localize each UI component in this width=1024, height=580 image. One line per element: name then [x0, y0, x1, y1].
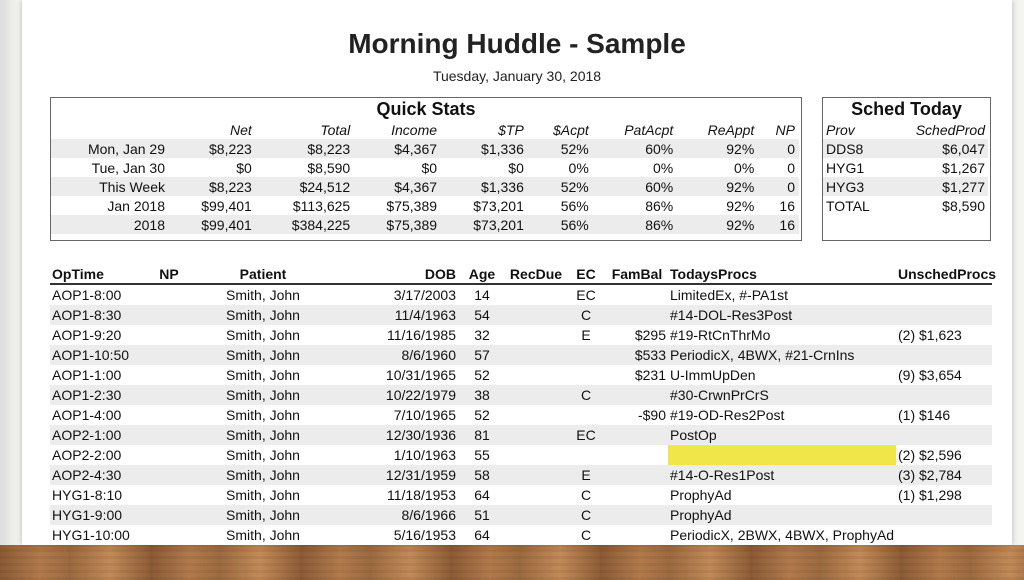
schedule-col-header: Patient: [188, 264, 338, 284]
quick-stats-heading: Quick Stats: [376, 99, 476, 119]
schedule-cell: [150, 445, 188, 465]
schedule-cell: [506, 445, 566, 465]
schedule-cell: Smith, John: [188, 305, 338, 325]
stat-cell: 0: [787, 159, 795, 176]
schedule-cell: AOP2-2:00: [52, 447, 122, 463]
schedule-cell: (3) $2,784: [896, 465, 992, 485]
quick-stats-col-header: $Acpt: [552, 121, 589, 138]
schedule-cell: [606, 425, 668, 445]
schedule-cell: [150, 345, 188, 365]
schedule-cell: #30-CrwnPrCrS: [668, 385, 896, 405]
schedule-cell: [506, 365, 566, 385]
schedule-cell: Smith, John: [188, 505, 338, 525]
schedule-cell: 10/31/1965: [385, 367, 456, 383]
table-row: [50, 305, 992, 325]
schedule-cell: [606, 505, 668, 525]
table-row: [51, 158, 799, 177]
provider-cell: HYG1: [826, 159, 865, 176]
schedule-cell: [566, 445, 606, 465]
schedule-cell: Smith, John: [188, 345, 338, 365]
stat-cell: 86%: [593, 215, 677, 234]
stat-cell: 0%: [653, 159, 674, 176]
stat-cell: 92%: [677, 215, 758, 234]
schedule-cell: [896, 385, 992, 405]
table-row: [51, 215, 799, 234]
schedule-cell: [606, 485, 668, 505]
schedule-cell: [150, 525, 188, 545]
table-row: [50, 325, 992, 345]
schedule-cell: [896, 284, 992, 305]
quick-stats-col-header: Total: [320, 121, 351, 138]
schedule-col-header: DOB: [338, 264, 458, 284]
schedule-cell: [150, 325, 188, 345]
schedule-cell: $231: [634, 367, 666, 383]
schedule-cell: [506, 305, 566, 325]
schedule-cell: [150, 385, 188, 405]
schedule-cell: 52: [474, 367, 490, 383]
schedule-cell: [506, 525, 566, 545]
schedule-cell: HYG1-9:00: [50, 505, 150, 525]
stat-cell: 60%: [593, 177, 677, 196]
schedule-cell: $533: [606, 345, 668, 365]
schedule-cell: 57: [458, 345, 506, 365]
table-row: [50, 284, 992, 305]
quick-stats-col-header: ReAppt: [707, 121, 755, 138]
schedule-cell: [506, 425, 566, 445]
schedule-cell: 12/30/1936: [338, 425, 458, 445]
stat-cell: 52%: [528, 177, 593, 196]
schedule-cell: 54: [458, 305, 506, 325]
stat-cell: 92%: [677, 177, 758, 196]
stat-cell: 56%: [528, 215, 593, 234]
stat-cell: 16: [779, 197, 795, 214]
page-title: Morning Huddle - Sample: [348, 28, 686, 59]
stat-cell: 52%: [528, 139, 593, 158]
schedule-cell: PeriodicX, 2BWX, 4BWX, ProphyAd: [670, 527, 895, 543]
schedule-cell: 64: [474, 487, 490, 503]
schedule-cell: [506, 345, 566, 365]
schedule-cell: 64: [474, 527, 490, 543]
row-label: This Week: [51, 177, 169, 196]
schedule-cell: Smith, John: [226, 407, 300, 423]
sched-today-box: [822, 97, 991, 241]
wood-floor: [0, 545, 1024, 580]
schedule-cell: [606, 525, 668, 545]
stat-cell: 56%: [560, 197, 589, 214]
quick-stats-col-header: Income: [391, 121, 438, 138]
sched-today-table: [823, 120, 988, 215]
table-row: [823, 158, 988, 177]
schedule-cell: U-ImmUpDen: [670, 367, 756, 383]
quick-stats-box: [50, 97, 802, 241]
stat-cell: $75,389: [386, 197, 438, 214]
stat-cell: $0: [236, 159, 252, 176]
schedule-cell: E: [566, 465, 606, 485]
schedule-cell: C: [566, 305, 606, 325]
schedule-cell: 8/6/1960: [338, 345, 458, 365]
sched-prod-cell: $8,590: [942, 197, 985, 214]
table-row: [50, 445, 992, 465]
stat-cell: 92%: [726, 197, 755, 214]
schedule-cell: 8/6/1966: [338, 505, 458, 525]
schedule-cell: E: [581, 327, 591, 343]
schedule-cell: AOP1-4:00: [52, 407, 122, 423]
schedule-cell: Smith, John: [188, 465, 338, 485]
schedule-cell: Smith, John: [226, 527, 300, 543]
schedule-cell: 14: [474, 287, 490, 303]
stat-cell: $1,336: [441, 139, 528, 158]
schedule-cell: C: [566, 505, 606, 525]
table-row: [823, 196, 988, 215]
schedule-cell: ProphyAd: [668, 505, 896, 525]
schedule-col-header: Age: [458, 264, 506, 284]
stat-cell: $99,401: [201, 197, 252, 214]
schedule-cell: [150, 425, 188, 445]
schedule-cell: 81: [458, 425, 506, 445]
stat-cell: $0: [421, 159, 438, 176]
schedule-cell: [150, 485, 188, 505]
schedule-cell: #14-DOL-Res3Post: [668, 305, 896, 325]
stat-cell: $73,201: [441, 215, 528, 234]
schedule-cell: [150, 365, 188, 385]
schedule-cell: C: [566, 385, 606, 405]
row-label: Tue, Jan 30: [91, 159, 165, 176]
stat-cell: 0%: [568, 159, 589, 176]
sched-today-col-header: Prov: [826, 121, 855, 138]
wall-edge: [0, 0, 20, 580]
schedule-cell: 5/16/1953: [393, 527, 456, 543]
schedule-cell: [506, 405, 566, 425]
schedule-cell: 55: [474, 447, 490, 463]
schedule-cell: [506, 465, 566, 485]
schedule-cell: AOP1-8:30: [50, 305, 150, 325]
stat-cell: $73,201: [473, 197, 524, 214]
stat-cell: $24,512: [256, 177, 354, 196]
schedule-cell: [150, 284, 188, 305]
schedule-cell: [506, 485, 566, 505]
table-row: [50, 485, 992, 505]
schedule-cell: [150, 465, 188, 485]
schedule-cell: 58: [458, 465, 506, 485]
schedule-cell: [606, 445, 668, 465]
table-row: [51, 196, 799, 215]
schedule-cell: Smith, John: [226, 487, 300, 503]
table-row: [50, 505, 992, 525]
provider-cell: TOTAL: [826, 197, 870, 214]
schedule-cell: C: [580, 487, 592, 503]
stat-cell: 86%: [645, 197, 674, 214]
sched-prod-cell: $6,047: [889, 139, 988, 158]
schedule-cell: [566, 405, 606, 425]
schedule-cell: Smith, John: [226, 327, 300, 343]
schedule-cell: Smith, John: [226, 287, 300, 303]
schedule-cell: AOP2-1:00: [50, 425, 150, 445]
stat-cell: 16: [758, 215, 799, 234]
schedule-cell: [506, 385, 566, 405]
quick-stats-col-header: Net: [230, 121, 252, 138]
provider-cell: HYG3: [823, 177, 889, 196]
schedule-cell: ProphyAd: [670, 487, 732, 503]
schedule-cell: AOP1-8:00: [52, 287, 122, 303]
table-row: [51, 139, 799, 158]
schedule-cell: $295: [634, 327, 666, 343]
schedule-cell: [150, 505, 188, 525]
row-label: 2018: [51, 215, 169, 234]
schedule-cell: 7/10/1965: [393, 407, 456, 423]
stat-cell: 0: [758, 177, 799, 196]
stat-cell: 92%: [677, 139, 758, 158]
schedule-cell: 51: [458, 505, 506, 525]
schedule-cell: HYG1-8:10: [52, 487, 123, 503]
schedule-cell: [606, 284, 668, 305]
schedule-cell: C: [580, 527, 592, 543]
schedule-col-header: EC: [566, 264, 606, 284]
stat-cell: $4,367: [354, 139, 441, 158]
schedule-cell: (1) $1,298: [898, 487, 962, 503]
stat-cell: $1,336: [441, 177, 528, 196]
stat-cell: $8,223: [169, 139, 256, 158]
schedule-cell: AOP2-4:30: [50, 465, 150, 485]
schedule-cell: AOP1-10:50: [50, 345, 150, 365]
quick-stats-table: [51, 120, 799, 234]
schedule-cell: [606, 385, 668, 405]
schedule-cell: EC: [576, 287, 596, 303]
schedule-cell: EC: [566, 425, 606, 445]
stat-cell: $8,223: [256, 139, 354, 158]
row-label: Mon, Jan 29: [51, 139, 169, 158]
sched-today-col-header: SchedProd: [915, 121, 985, 138]
stat-cell: $4,367: [354, 177, 441, 196]
schedule-cell: [150, 405, 188, 425]
schedule-cell: HYG1-10:00: [52, 527, 130, 543]
stat-cell: $113,625: [292, 197, 351, 214]
schedule-cell: -$90: [637, 407, 666, 423]
table-row: [51, 177, 799, 196]
schedule-table: [50, 264, 997, 545]
stat-cell: 0%: [734, 159, 755, 176]
quick-stats-col-header: [51, 120, 169, 139]
schedule-cell: [896, 525, 992, 545]
schedule-cell: #19-RtCnThrMo: [670, 327, 771, 343]
schedule-col-header: TodaysProcs: [668, 264, 896, 284]
schedule-cell: 52: [474, 407, 490, 423]
schedule-cell: [566, 345, 606, 365]
schedule-col-header: RecDue: [506, 264, 566, 284]
sched-prod-cell: $1,277: [889, 177, 988, 196]
schedule-col-header: OpTime: [50, 264, 150, 284]
schedule-cell: (2) $1,623: [898, 327, 962, 343]
schedule-cell: Smith, John: [226, 367, 300, 383]
schedule-cell: #14-O-Res1Post: [668, 465, 896, 485]
schedule-col-header: FamBal: [606, 264, 668, 284]
schedule-cell: [896, 305, 992, 325]
stat-cell: 0: [758, 139, 799, 158]
stat-cell: $8,590: [307, 159, 351, 176]
stat-cell: $384,225: [256, 215, 354, 234]
schedule-col-header: NP: [150, 264, 188, 284]
schedule-cell: LimitedEx, #-PA1st: [670, 287, 789, 303]
table-row: [50, 345, 992, 365]
schedule-cell: [506, 505, 566, 525]
stat-cell: $0: [508, 159, 524, 176]
page-date: Tuesday, January 30, 2018: [432, 68, 602, 84]
table-row: [50, 405, 992, 425]
schedule-cell: 11/18/1953: [386, 487, 456, 503]
table-row: [50, 425, 992, 445]
table-row: [823, 139, 988, 158]
provider-cell: DDS8: [823, 139, 889, 158]
schedule-cell: [896, 505, 992, 525]
schedule-cell: Smith, John: [188, 425, 338, 445]
schedule-cell: [150, 305, 188, 325]
table-row: [823, 177, 988, 196]
schedule-cell: [506, 284, 566, 305]
table-row: [50, 385, 992, 405]
stat-cell: 60%: [593, 139, 677, 158]
schedule-cell: [566, 365, 606, 385]
schedule-cell: 12/31/1959: [338, 465, 458, 485]
schedule-cell: AOP1-2:30: [50, 385, 150, 405]
schedule-cell: PeriodicX, 4BWX, #21-CrnIns: [668, 345, 896, 365]
schedule-cell: [606, 305, 668, 325]
schedule-cell: 10/22/1979: [338, 385, 458, 405]
schedule-cell: AOP1-9:20: [52, 327, 122, 343]
schedule-table-wrap: [50, 264, 997, 545]
quick-stats-col-header: $TP: [498, 121, 524, 138]
schedule-cell: [606, 465, 668, 485]
schedule-cell: 11/16/1985: [386, 327, 456, 343]
table-row: [50, 365, 992, 385]
schedule-cell: PostOp: [668, 425, 896, 445]
schedule-cell: AOP1-1:00: [52, 367, 122, 383]
schedule-cell: [668, 445, 896, 465]
schedule-cell: 32: [474, 327, 490, 343]
schedule-cell: [896, 425, 992, 445]
schedule-cell: [896, 345, 992, 365]
stat-cell: $8,223: [169, 177, 256, 196]
slide: [22, 0, 1012, 545]
schedule-cell: (2) $2,596: [898, 447, 962, 463]
table-row: [50, 525, 992, 545]
schedule-cell: Smith, John: [226, 447, 300, 463]
schedule-cell: (9) $3,654: [898, 367, 962, 383]
schedule-cell: 1/10/1963: [393, 447, 456, 463]
schedule-col-header: UnschedProcs: [896, 264, 992, 284]
quick-stats-col-header: PatAcpt: [624, 121, 674, 138]
stat-cell: $99,401: [169, 215, 256, 234]
schedule-cell: #19-OD-Res2Post: [670, 407, 785, 423]
schedule-cell: 38: [458, 385, 506, 405]
schedule-cell: 11/4/1963: [338, 305, 458, 325]
row-label: Jan 2018: [107, 197, 165, 214]
quick-stats-col-header: NP: [775, 121, 795, 138]
schedule-cell: 3/17/2003: [393, 287, 456, 303]
stat-cell: $75,389: [354, 215, 441, 234]
sched-today-heading: Sched Today: [851, 99, 962, 119]
schedule-cell: [506, 325, 566, 345]
sched-prod-cell: $1,267: [942, 159, 985, 176]
table-row: [50, 465, 992, 485]
schedule-cell: Smith, John: [188, 385, 338, 405]
schedule-cell: (1) $146: [898, 407, 951, 423]
